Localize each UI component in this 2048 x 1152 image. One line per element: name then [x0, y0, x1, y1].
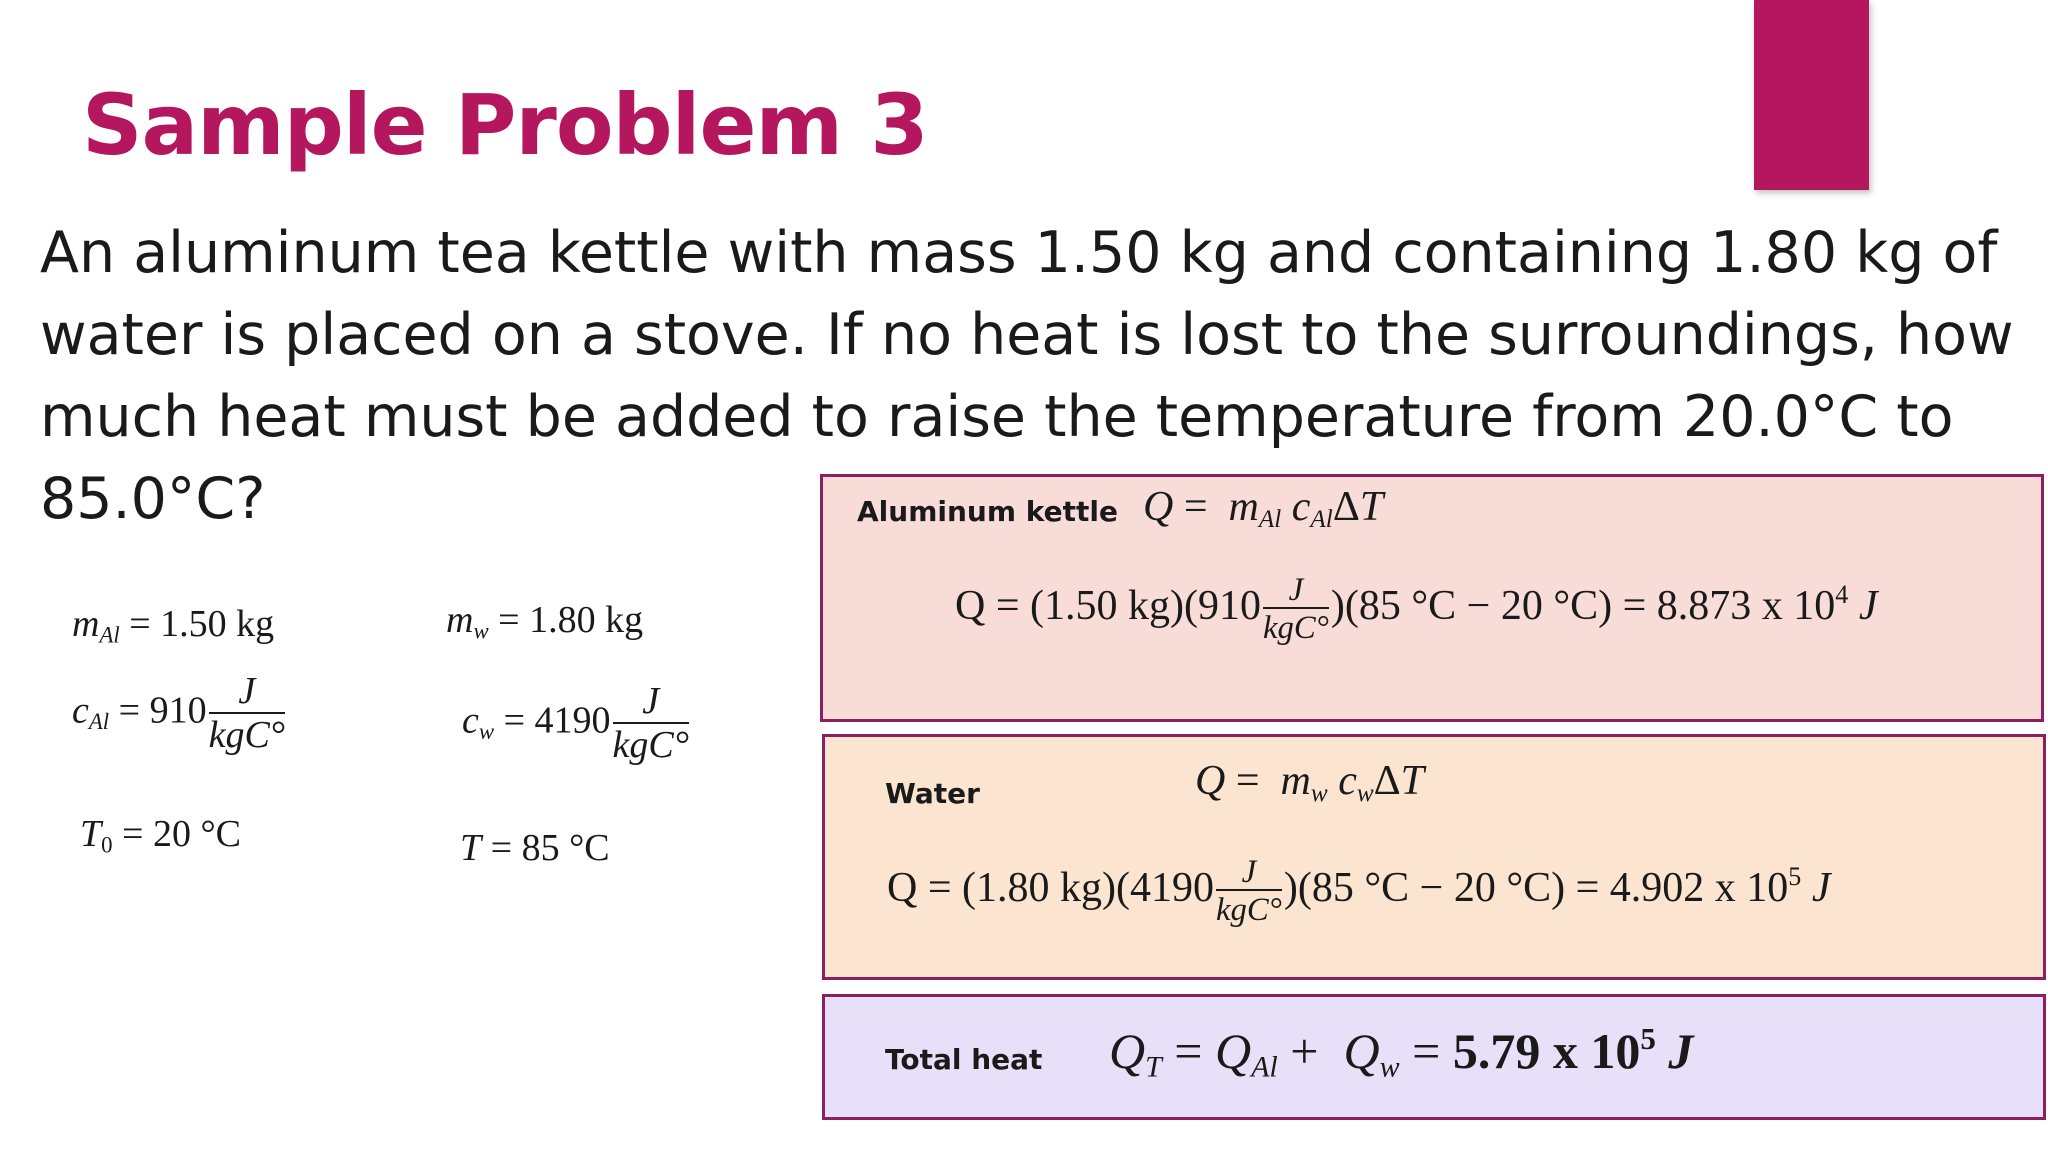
result-exponent: 5 [1640, 1021, 1656, 1056]
unit-denominator: kgC° [1216, 889, 1282, 927]
unit-numerator: J [238, 670, 256, 712]
calc-suffix: )(85 °C − 20 °C) = 8.873 x 10 [1330, 583, 1836, 630]
unit-numerator: J [642, 680, 660, 722]
unit-numerator: J [1288, 572, 1304, 608]
accent-bar [1754, 0, 1869, 190]
given-value: = 910 [118, 689, 207, 732]
given-value: = 4190 [503, 699, 611, 742]
unit-denominator: kgC° [1263, 607, 1329, 645]
box-label: Water [885, 777, 980, 810]
problem-line: An aluminum tea kettle with mass 1.50 kg and containing 1.80 kg of [40, 220, 1998, 286]
problem-line: much heat must be added to raise the temperature from 20.0°C to [40, 384, 1954, 450]
water-box [822, 734, 2046, 980]
given-mass-aluminum: $m_{Al} = 1.50$ kg [72, 603, 275, 648]
calc-prefix: Q = (1.50 kg)(910 [955, 583, 1261, 630]
given-final-temperature: T = 85 °C [460, 827, 610, 869]
calc-exponent: 4 [1835, 579, 1849, 609]
calc-prefix: Q = (1.80 kg)(4190 [887, 865, 1214, 912]
slide-title: Sample Problem 3 [82, 76, 928, 174]
problem-line: 85.0°C? [40, 466, 266, 532]
unit-denominator: kgC° [612, 723, 689, 766]
aluminum-formula: $Q = m_{Al}$ $c_{Al}\Delta T$ [1143, 484, 1384, 534]
calc-exponent: 5 [1788, 861, 1802, 891]
unit-denominator: kgC° [208, 713, 285, 756]
given-mass-water: $m_w = 1.80$ kg [446, 599, 644, 644]
given-value: = 1.50 kg [129, 603, 275, 645]
unit-numerator: J [1241, 854, 1257, 890]
total-result [1453, 1023, 1694, 1079]
total-heat-box [822, 994, 2046, 1120]
water-calculation [887, 855, 1830, 928]
given-value: = 1.80 kg [498, 599, 644, 641]
box-label: Total heat [885, 1043, 1043, 1076]
calc-unit: J [1848, 583, 1878, 630]
calc-unit: J [1801, 865, 1831, 912]
given-specific-heat-aluminum: $c_{Al} = 910$ $\frac{J}{\text{kgC°}}$ [72, 670, 285, 756]
given-value: = 85 °C [490, 827, 610, 869]
aluminum-calculation [955, 573, 1877, 646]
box-label: Aluminum kettle [857, 495, 1118, 528]
result-unit: J [1655, 1023, 1694, 1080]
result-mantissa: 5.79 x 10 [1452, 1023, 1641, 1080]
given-initial-temperature: $T_0 = 20$ °C [80, 813, 242, 858]
given-specific-heat-water: $c_w = 4190$ $\frac{J}{\text{kgC°}}$ [462, 680, 689, 766]
aluminum-kettle-box [820, 474, 2044, 722]
given-value: = 20 °C [122, 813, 242, 855]
water-formula: $Q = m_w$ $c_w\Delta T$ [1195, 758, 1425, 808]
total-heat-equation: $Q_T = Q_{Al} + Q_w = 5.79$ x $10^5$ J [1109, 1021, 1694, 1084]
calc-suffix: )(85 °C − 20 °C) = 4.902 x 10 [1283, 865, 1789, 912]
problem-line: water is placed on a stove. If no heat is lost to the surroundings, how [40, 302, 2014, 368]
